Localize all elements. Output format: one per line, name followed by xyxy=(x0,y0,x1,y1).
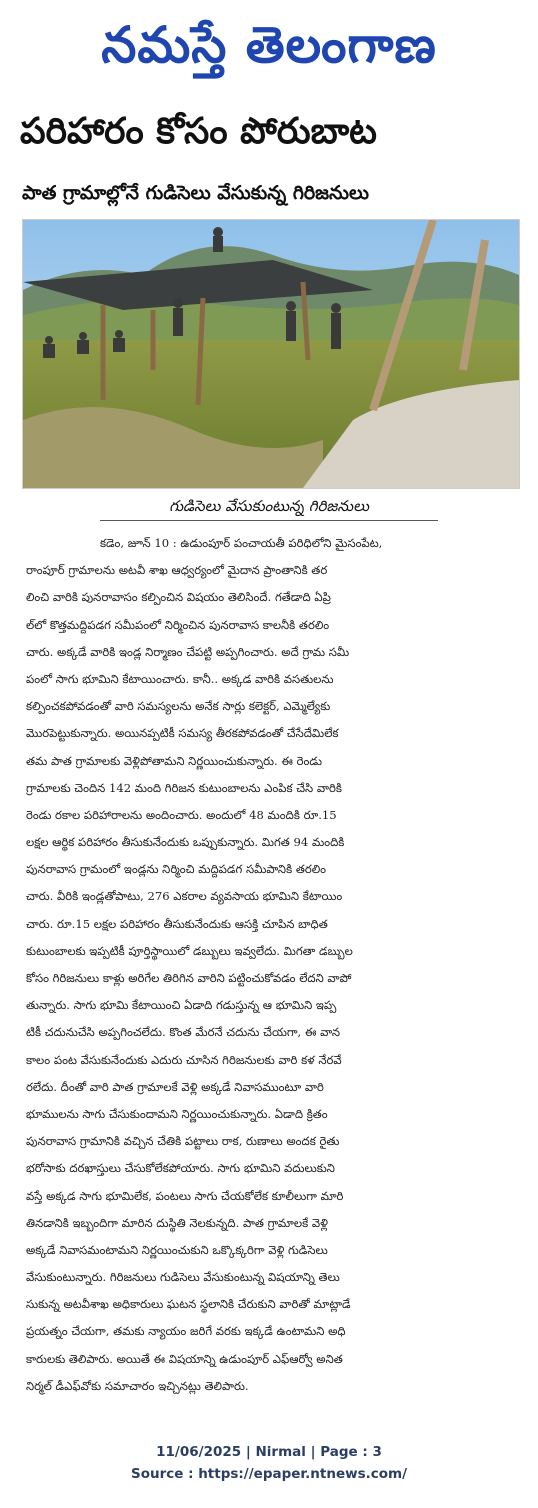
article-line: సుకున్న అటవీశాఖ అధికారులు ఘటన స్థలానికి చేరుకుని వారితో మాట్లాడే xyxy=(26,1297,351,1312)
article-line: భరోసాకు దరఖాస్తులు చేసుకోలేకపోయారు. సాగు భూమిని వదులుకుని xyxy=(26,1161,335,1176)
article-line: పంలో సాగు భూమిని కేటాయించారు. కానీ.. అక్కడ వారికి వసతులను xyxy=(26,671,334,686)
article-line: ప్రయత్నం చేయగా, తమకు న్యాయం జరిగే వరకు ఇక్కడే ఉంటామని అధి xyxy=(26,1324,346,1339)
page-footer xyxy=(0,1441,538,1491)
article-line: కాలం పంట వేసుకునేందుకు ఎదురు చూసిన గిరిజనులకు వారి కళ నేరవే xyxy=(26,1052,342,1067)
article-photo xyxy=(22,219,520,489)
article-line: తమ పాత గ్రామాలకు వెళ్లిపోతామని నిర్ణయించుకున్నారు. ఈ రెండు xyxy=(26,753,322,768)
article-line: వస్తే అక్కడ సాగు భూమిలేక, పంటలు సాగు చేయకోలేక కూలీలుగా మారి xyxy=(26,1188,344,1203)
article-line: రలేదు. దీంతో వారి పాత గ్రామాలకే వెళ్లి అక్కడే నివాసముంటూ వారి xyxy=(26,1079,324,1094)
newspaper-masthead: నమస్తే తెలంగాణ xyxy=(101,16,437,74)
article-line: కడెం, జూన్ 10 : ఉడుంపూర్ పంచాయతీ పరిధిలోని మైసంపేట, xyxy=(100,536,383,550)
article-line: లించి వారికి పునరావాసం కల్పించిన విషయం తెలిసిందే. గతేడాది ఏప్రి xyxy=(26,590,331,605)
photo-caption: గుడిసెలు వేసుకుంటున్న గిరిజనులు xyxy=(100,492,438,521)
article-line: కుటుంబాలకు ఇప్పటికీ పూర్తిస్థాయిలో డబ్బులు ఇవ్వలేదు. మిగతా డబ్బుల xyxy=(26,943,353,958)
article-line: తున్నారు. సాగు భూమి కేటాయించి ఏడాది గడుస్తున్న ఆ భూమిని ఇప్ప xyxy=(26,998,337,1013)
article-subheadline: పాత గ్రామాల్లోనే గుడిసెలు వేసుకున్న గిరిజనులు xyxy=(22,182,370,204)
source-info: Source : https://epaper.ntnews.com/ xyxy=(130,1466,408,1482)
article-line: రాంపూర్ గ్రామాలను అటవీ శాఖ ఆధ్వర్యంలో మైదాన ప్రాంతానికి తర xyxy=(26,563,328,578)
article-line: మొరపెట్టుకున్నారు. అయినప్పటికీ సమస్య తీరకపోవడంతో చేసేదేమిలేక xyxy=(26,726,339,741)
article-line: చారు. అక్కడే వారికి ఇండ్ల నిర్మాణం చేపట్టి అప్పగించారు. అదే గ్రామ సమీ xyxy=(26,644,350,659)
article-line: పునరావాస గ్రామానికి వచ్చిన చేతికి పట్టాలు రాక, రుణాలు అందక రైతు xyxy=(26,1134,340,1149)
article-line: భూములను సాగు చేసుకుందామని నిర్ణయించుకున్నారు. ఏడాది క్రితం xyxy=(26,1106,328,1121)
article-line: పునరావాస గ్రామంలో ఇండ్లను నిర్మించి మద్దిపడగ సమీపానికి తరలిం xyxy=(26,862,326,877)
article-line: తినడానికి ఇబ్బందిగా మారిన దుస్థితి నెలకున్నది. పాత గ్రామాలకే వెళ్లి xyxy=(26,1215,328,1230)
article-line: టికీ చదునుచేసి అప్పగించలేదు. కొంత మేరనే చదును చేయగా, ఈ వాన xyxy=(26,1025,341,1040)
article-body xyxy=(26,530,512,1430)
tribal-hut-photo xyxy=(23,220,519,488)
article-line: వేసుకుంటున్నారు. గిరిజనులు గుడిసెలు వేసుకుంటున్న విషయాన్ని తెలు xyxy=(26,1270,340,1285)
article-line: కల్పించకపోవడంతో వారి సమస్యలను అనేక సార్లు కలెక్టర్, ఎమ్మెల్యేకు xyxy=(26,699,331,714)
article-line: కారులకు తెలిపారు. అయితే ఈ విషయాన్ని ఉడుంపూర్ ఎఫ్‌ఆర్వో అనిత xyxy=(26,1351,343,1366)
article-line: రెండు రకాల పరిహారాలను అందించారు. అందులో 48 మందికి రూ.15 xyxy=(26,807,337,822)
article-line: కోసం గిరిజనులు కాళ్లు అరిగేల తిరిగిన వారిని పట్టించుకోవడం లేదని వాపో xyxy=(26,971,352,985)
article-line: ల్‌లో కొత్తమద్దిపడగ సమీపంలో నిర్మించిన పునరావాస కాలనీకి తరలిం xyxy=(26,617,330,632)
article-line: అక్కడే నివాసమంటామని నిర్ణయించుకుని ఒక్కొక్కరిగా వెళ్లి గుడిసెలు xyxy=(26,1242,328,1257)
article-headline: పరిహారం కోసం పోరుబాట xyxy=(20,111,377,152)
article-line: లక్షల ఆర్థిక పరిహారం తీసుకునేందుకు ఒప్పుకున్నారు. మిగత 94 మందికి xyxy=(26,835,345,850)
article-line: నిర్మల్ డీఎఫ్‌వోకు సమాచారం ఇచ్చినట్లు తెలిపారు. xyxy=(26,1378,249,1393)
article-line: చారు. రూ.15 లక్షల పరిహారం తీసుకునేందుకు ఆసక్తి చూపిన బాధిత xyxy=(26,916,328,931)
article-line: చారు. వీరికి ఇండ్లతోపాటు, 276 ఎకరాల వ్యవసాయ భూమిని కేటాయిం xyxy=(26,889,343,904)
article-line: గ్రామాలకు చెందిన 142 మంది గిరిజన కుటుంబాలను ఎంపిక చేసి వారికి xyxy=(26,780,342,795)
edition-info: 11/06/2025 | Nirmal | Page : 3 xyxy=(156,1444,382,1460)
